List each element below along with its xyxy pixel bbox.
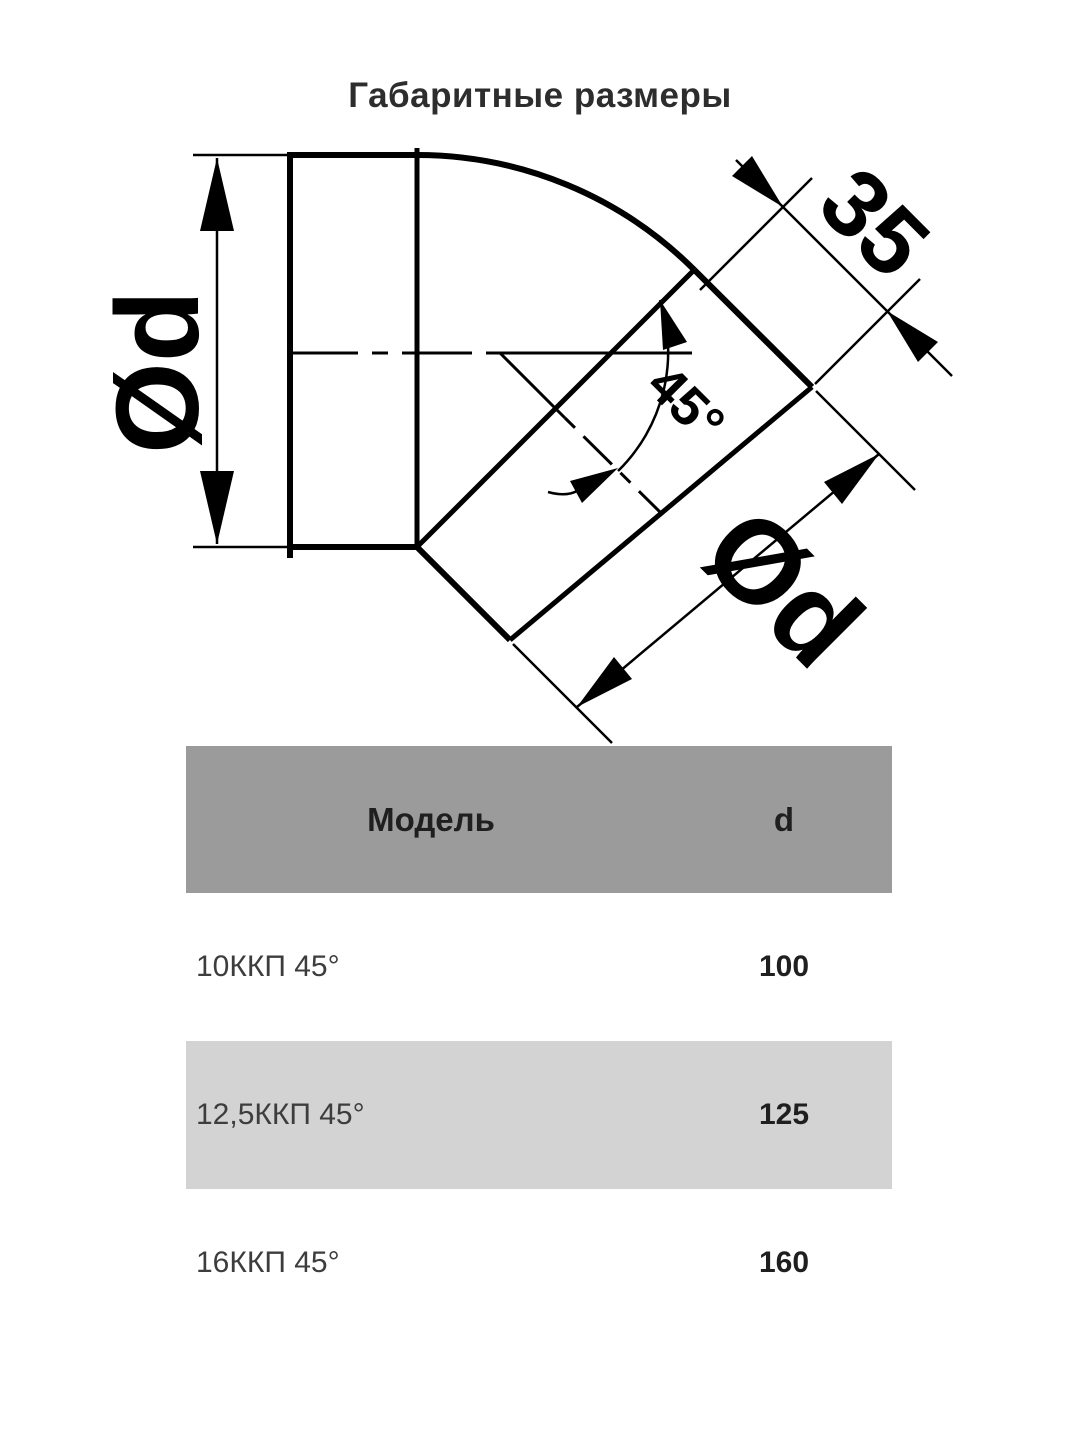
d-value-cell: 100 bbox=[758, 950, 810, 983]
inlet-diameter-label: Ød bbox=[92, 290, 224, 454]
outlet-diameter-dimension bbox=[513, 391, 915, 743]
page-title: Габаритные размеры bbox=[348, 76, 732, 115]
table-row bbox=[186, 1041, 892, 1189]
d-value-cell: 125 bbox=[758, 1098, 810, 1131]
arrow-up-right-icon bbox=[824, 454, 879, 504]
outlet-length-dimension bbox=[700, 148, 952, 384]
length-35-label: 35 bbox=[799, 148, 949, 298]
d-value-cell: 160 bbox=[758, 1246, 810, 1279]
table-header-model: Модель bbox=[367, 800, 495, 838]
center-lines bbox=[288, 353, 692, 513]
table-row bbox=[186, 1189, 892, 1337]
model-cell: 16ККП 45° bbox=[196, 1246, 340, 1279]
arrow-up-icon bbox=[200, 158, 234, 231]
arrow-down-left-icon bbox=[577, 657, 632, 707]
model-cell: 10ККП 45° bbox=[196, 950, 340, 983]
arc-arrow-top-icon bbox=[660, 300, 687, 350]
inlet-diameter-dimension bbox=[92, 155, 288, 547]
table-row bbox=[186, 893, 892, 1041]
arc-arrow-bottom-icon bbox=[570, 468, 618, 503]
dimensions-table bbox=[186, 746, 892, 1337]
model-cell: 12,5ККП 45° bbox=[196, 1098, 365, 1131]
table-header-row bbox=[186, 746, 892, 893]
angle-45-label: 45° bbox=[635, 353, 737, 455]
table-header-d: d bbox=[773, 800, 795, 838]
arrow-down-icon bbox=[200, 471, 234, 544]
outlet-diameter-label: Ød bbox=[678, 483, 888, 693]
